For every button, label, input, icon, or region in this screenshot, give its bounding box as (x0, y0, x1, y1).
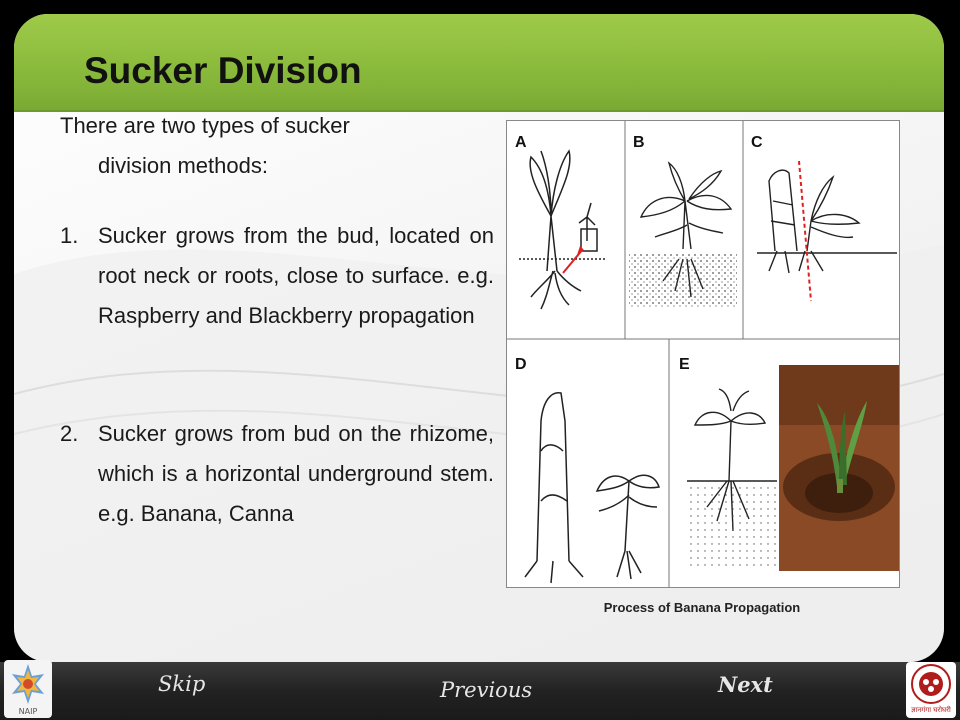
slide-title: Sucker Division (84, 50, 362, 91)
banana-photo (779, 365, 899, 571)
panel-d-drawing (525, 393, 659, 583)
intro-paragraph (60, 106, 494, 186)
navigation-footer (0, 662, 960, 720)
intro-line-2: division methods: (98, 153, 268, 178)
panel-label-c: C (751, 134, 763, 151)
naip-logo-icon (4, 660, 52, 706)
figure-caption: Process of Banana Propagation (603, 600, 801, 615)
panel-a-drawing (519, 151, 607, 309)
panel-c-drawing (757, 170, 897, 273)
propagation-illustration (507, 121, 899, 587)
gyan-ganga-logo (906, 662, 956, 718)
naip-logo (4, 660, 52, 718)
gyan-ganga-logo-text: ज्ञानगंगा घरोघरी (911, 706, 951, 714)
list-item (60, 414, 494, 534)
gyan-ganga-logo-icon (906, 662, 956, 706)
list-text: Sucker grows from the bud, located on root neck or roots, close to surface. e.g. Raspberry and Blackberry propagation (98, 223, 494, 328)
banana-propagation-figure (506, 120, 900, 588)
panel-label-d: D (515, 356, 527, 373)
panel-label-a: A (515, 134, 527, 151)
previous-button[interactable]: Previous (440, 678, 533, 702)
next-button[interactable]: Next (718, 672, 773, 697)
list-number: 1. (60, 223, 79, 248)
panel-a-red-arrow (563, 249, 583, 273)
panel-label-e: E (679, 356, 690, 373)
skip-button[interactable]: Skip (158, 672, 206, 696)
intro-line-1: There are two types of sucker (60, 113, 350, 138)
slide-content (60, 106, 494, 534)
naip-logo-text: NAIP (18, 707, 38, 716)
list-number: 2. (60, 421, 79, 446)
panel-label-b: B (633, 134, 645, 151)
list-text: Sucker grows from bud on the rhizome, which is a horizontal underground stem. e.g. Banana, Canna (98, 421, 494, 526)
list-item (60, 216, 494, 336)
